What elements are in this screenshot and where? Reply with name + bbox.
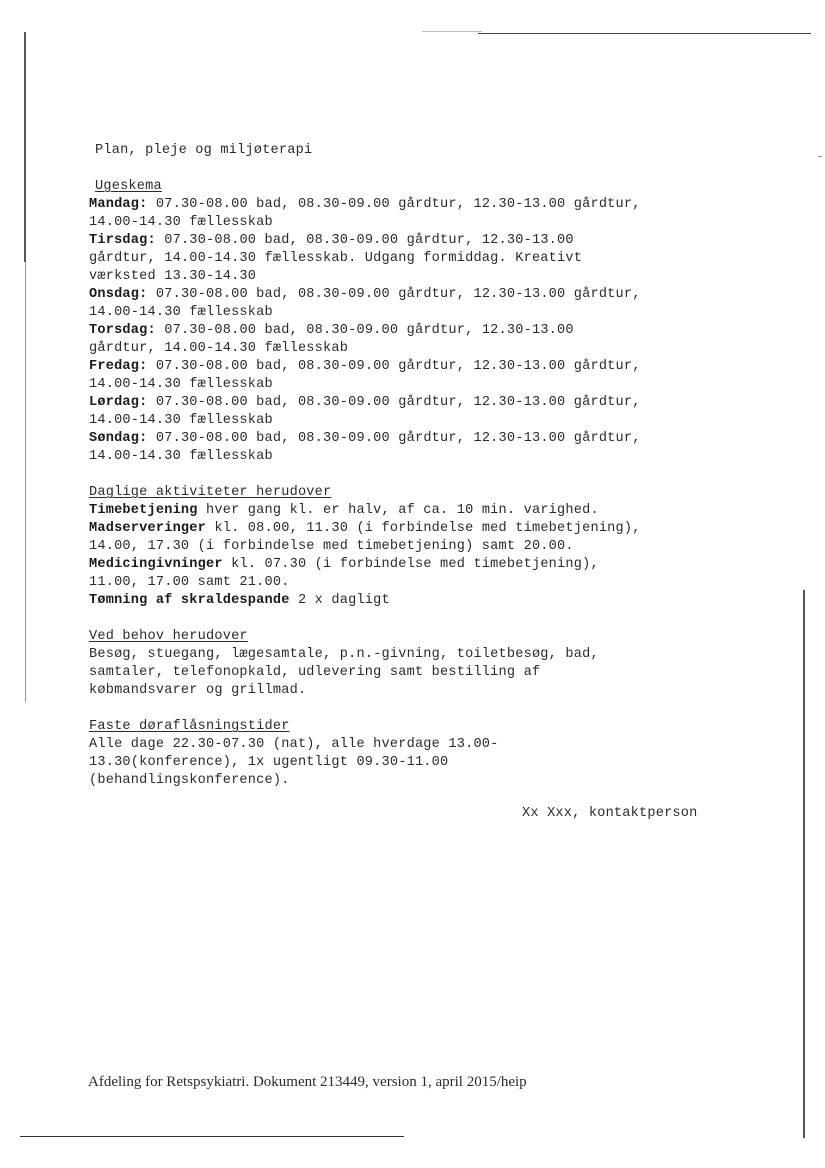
weekday-row [89, 250, 749, 268]
scan-edge-top [478, 33, 811, 34]
activity-row-text: 2 x dagligt [289, 593, 390, 608]
activity-row-text: kl. 08.00, 11.30 (i forbindelse med timebetjening), [206, 521, 641, 536]
document-title: Plan, pleje og miljøterapi [95, 143, 313, 158]
activity-row-text: 11.00, 17.00 samt 21.00. [89, 575, 290, 590]
weekday-row [89, 340, 749, 358]
activity-row [89, 520, 749, 538]
weekday-row-text: 14.00-14.30 fællesskab [89, 215, 273, 230]
activity-row [89, 574, 749, 592]
weekday-row-text: værksted 13.30-14.30 [89, 269, 257, 284]
weekday-row [89, 268, 749, 286]
weekday-row-label: Tirsdag: [89, 233, 156, 248]
weekday-row-text: 07.30-08.00 bad, 08.30-09.00 gårdtur, 12.30-13.00 gårdtur, [147, 359, 641, 374]
section-ved-behov [89, 628, 749, 700]
ved-behov-line: købmandsvarer og grillmad. [89, 683, 307, 698]
weekday-row [89, 376, 749, 394]
weekday-row-label: Søndag: [89, 431, 148, 446]
weekday-row-text: 07.30-08.00 bad, 08.30-09.00 gårdtur, 12.30-13.00 gårdtur, [147, 395, 641, 410]
weekday-row [89, 196, 749, 214]
heading-daglige-aktiviteter: Daglige aktiviteter herudover [89, 485, 332, 500]
weekday-row-label: Mandag: [89, 197, 148, 212]
scan-edge-right [803, 590, 805, 1138]
weekday-row-text: 14.00-14.30 fællesskab [89, 449, 273, 464]
weekday-list [89, 196, 749, 466]
heading-aflasningstider: Faste døraflåsningstider [89, 719, 290, 734]
weekday-row-text: 14.00-14.30 fællesskab [89, 413, 273, 428]
weekday-row [89, 322, 749, 340]
weekday-row-text: gårdtur, 14.00-14.30 fællesskab [89, 341, 349, 356]
weekday-row-text: 14.00-14.30 fællesskab [89, 305, 273, 320]
activity-row [89, 556, 749, 574]
weekday-row [89, 448, 749, 466]
activity-row-text: 14.00, 17.30 (i forbindelse med timebetjening) samt 20.00. [89, 539, 574, 554]
weekday-row-text: 07.30-08.00 bad, 08.30-09.00 gårdtur, 12.30-13.00 gårdtur, [147, 431, 641, 446]
activity-row [89, 538, 749, 556]
activity-row-text: kl. 07.30 (i forbindelse med timebetjening), [222, 557, 599, 572]
activity-row-text: hver gang kl. er halv, af ca. 10 min. varighed. [197, 503, 599, 518]
aflasning-line: Alle dage 22.30-07.30 (nat), alle hverdage 13.00- [89, 737, 499, 752]
activity-row-label: Timebetjening [89, 503, 198, 518]
weekday-row [89, 430, 749, 448]
scan-edge-top-faint [422, 31, 482, 32]
weekday-row [89, 412, 749, 430]
section-aflasningstider [89, 718, 749, 790]
weekday-row-label: Torsdag: [89, 323, 156, 338]
weekday-row [89, 394, 749, 412]
activity-row [89, 502, 749, 520]
document-footer: Afdeling for Retspsykiatri. Dokument 213449, version 1, april 2015/heip [88, 1074, 527, 1090]
scan-edge-left-lower [25, 262, 26, 702]
weekday-row-text: 07.30-08.00 bad, 08.30-09.00 gårdtur, 12.30-13.00 [155, 323, 574, 338]
weekday-row [89, 358, 749, 376]
weekday-row-label: Onsdag: [89, 287, 148, 302]
aflasning-line: 13.30(konference), 1x ugentligt 09.30-11.00 [89, 755, 449, 770]
activity-row-label: Madserveringer [89, 521, 207, 536]
weekday-row-text: 07.30-08.00 bad, 08.30-09.00 gårdtur, 12.30-13.00 gårdtur, [147, 197, 641, 212]
ved-behov-line: samtaler, telefonopkald, udlevering samt bestilling af [89, 665, 541, 680]
weekday-row [89, 232, 749, 250]
signature-contact-person: Xx Xxx, kontaktperson [522, 806, 698, 821]
weekday-row-label: Lørdag: [89, 395, 148, 410]
heading-ved-behov: Ved behov herudover [89, 629, 248, 644]
heading-ugeskema: Ugeskema [95, 179, 162, 194]
section-daglige-aktiviteter [89, 484, 749, 610]
scan-mark-right [818, 156, 822, 157]
document-body [89, 142, 749, 808]
aflasning-line: (behandlingskonference). [89, 773, 290, 788]
activity-row-label: Medicingivninger [89, 557, 223, 572]
weekday-row [89, 214, 749, 232]
activity-row-label: Tømning af skraldespande [89, 593, 290, 608]
weekday-row-text: 07.30-08.00 bad, 08.30-09.00 gårdtur, 12.30-13.00 [155, 233, 574, 248]
activity-row [89, 592, 749, 610]
weekday-row-label: Fredag: [89, 359, 148, 374]
ved-behov-line: Besøg, stuegang, lægesamtale, p.n.-givning, toiletbesøg, bad, [89, 647, 599, 662]
section-ugeskema [89, 178, 749, 466]
weekday-row [89, 286, 749, 304]
scan-edge-left [24, 32, 26, 262]
weekday-row-text: gårdtur, 14.00-14.30 fællesskab. Udgang formiddag. Kreativt [89, 251, 583, 266]
scan-edge-bottom [20, 1136, 404, 1137]
weekday-row [89, 304, 749, 322]
weekday-row-text: 14.00-14.30 fællesskab [89, 377, 273, 392]
weekday-row-text: 07.30-08.00 bad, 08.30-09.00 gårdtur, 12.30-13.00 gårdtur, [147, 287, 641, 302]
activity-list [89, 502, 749, 610]
